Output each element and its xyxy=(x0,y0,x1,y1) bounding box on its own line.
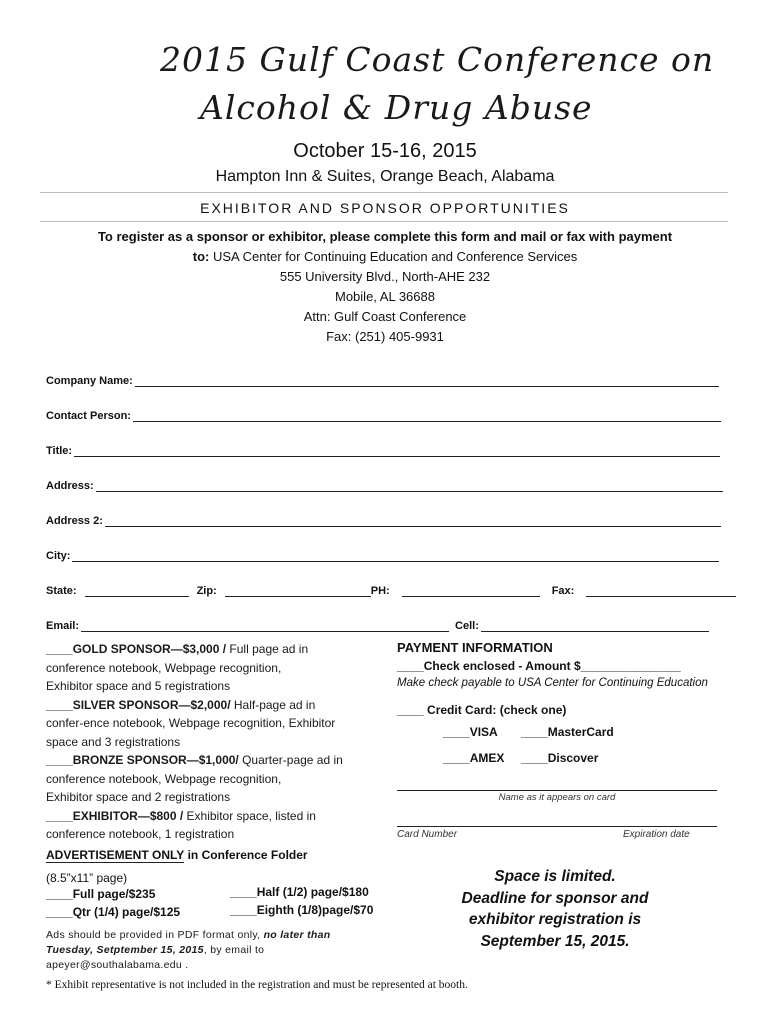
check-enclosed-option[interactable]: ____Check enclosed - Amount $_______________ xyxy=(397,659,681,673)
payment-heading: PAYMENT INFORMATION xyxy=(397,640,553,655)
half-page-ad-option[interactable]: ____Half (1/2) page/$180 xyxy=(230,885,369,899)
center-name: USA Center for Continuing Education and Conference Services xyxy=(213,249,578,264)
state-row xyxy=(46,581,736,597)
bronze-sponsor-desc-3: Exhibitor space and 2 registrations xyxy=(46,790,231,804)
footnote: * Exhibit representative is not included in the registration and must be represented at booth. xyxy=(46,979,468,991)
cell-field[interactable] xyxy=(481,617,709,632)
ad-deadline-date: Tuesday, Setptember 15, 2015 xyxy=(46,944,204,956)
state-label: State: xyxy=(46,585,77,597)
deadline-line-1: Space is limited. xyxy=(494,868,616,885)
instructions-line-1: To register as a sponsor or exhibitor, please complete this form and mail or fax with payment xyxy=(97,229,673,244)
fax-field[interactable] xyxy=(586,582,736,597)
card-number-field[interactable] xyxy=(397,826,717,827)
title-field[interactable] xyxy=(74,442,720,457)
instructions-line-5: Attn: Gulf Coast Conference xyxy=(303,309,467,324)
divider-top xyxy=(40,192,728,193)
expiration-caption: Expiration date xyxy=(623,829,690,840)
advertisement-heading xyxy=(46,848,308,863)
title-line-2: Alcohol & Drug Abuse xyxy=(200,88,593,127)
deadline-line-2: Deadline for sponsor and xyxy=(461,889,649,907)
address2-label: Address 2: xyxy=(46,515,103,527)
cell-label: Cell: xyxy=(455,620,479,632)
section-title: EXHIBITOR AND SPONSOR OPPORTUNITIES xyxy=(200,200,570,216)
title-line-1: 2015 Gulf Coast Conference on xyxy=(160,40,715,79)
visa-option[interactable]: ____VISA xyxy=(443,725,498,739)
instructions-line-3: 555 University Blvd., North-AHE 232 xyxy=(279,269,491,284)
gold-sponsor-desc-2: conference notebook, Webpage recognition, xyxy=(46,660,282,675)
ad-note xyxy=(46,928,386,973)
bronze-sponsor-option[interactable] xyxy=(46,751,376,770)
conference-dates: October 15-16, 2015 xyxy=(293,140,477,162)
ad-note-line-2 xyxy=(46,943,386,958)
gold-sponsor-desc-1: Full page ad in xyxy=(229,642,309,656)
payable-note: Make check payable to USA Center for Continuing Education xyxy=(397,677,708,689)
ph-field[interactable] xyxy=(402,582,540,597)
sponsor-options xyxy=(46,640,376,844)
exhibitor-option[interactable] xyxy=(46,807,376,826)
fax-label: Fax: xyxy=(551,585,575,597)
address2-field[interactable] xyxy=(105,512,721,527)
gold-sponsor-title: ____GOLD SPONSOR—$3,000 / xyxy=(46,642,227,656)
contact-person-field[interactable] xyxy=(133,407,721,422)
card-name-caption: Name as it appears on card xyxy=(498,792,616,803)
address2-row xyxy=(46,511,721,527)
company-name-field[interactable] xyxy=(135,372,719,387)
instructions-line-4: Mobile, AL 36688 xyxy=(335,289,435,304)
exhibitor-title: ____EXHIBITOR—$800 / xyxy=(46,808,184,823)
full-page-ad-option[interactable]: ____Full page/$235 xyxy=(46,887,156,901)
silver-sponsor-option[interactable] xyxy=(46,696,376,715)
contact-person-row xyxy=(46,406,721,422)
divider-bottom xyxy=(40,221,728,222)
ad-note-1b: no later than xyxy=(263,929,331,941)
instructions-line-6: Fax: (251) 405-9931 xyxy=(326,329,444,344)
bronze-sponsor-desc-1: Quarter-page ad in xyxy=(242,753,343,767)
ad-note-line-1 xyxy=(46,928,386,943)
exhibitor-desc-1: Exhibitor space, listed in xyxy=(186,808,316,823)
address-row xyxy=(46,476,723,492)
title-label: Title: xyxy=(46,445,73,457)
silver-sponsor-desc-2: confer-ence notebook, Webpage recognition, Exhibitor xyxy=(46,716,336,730)
advertisement-heading-rest: in Conference Folder xyxy=(184,848,308,862)
quarter-page-ad-option[interactable]: ____Qtr (1/4) page/$125 xyxy=(46,905,181,919)
discover-option[interactable]: ____Discover xyxy=(521,751,599,765)
city-row xyxy=(46,546,719,562)
title-row xyxy=(46,441,720,457)
deadline-line-4: September 15, 2015. xyxy=(480,932,630,950)
mastercard-option[interactable]: ____MasterCard xyxy=(521,725,614,739)
ad-note-1a: Ads should be provided in PDF format only, xyxy=(46,929,264,941)
ad-note-2b: , by email to xyxy=(203,944,265,956)
bronze-sponsor-desc-2: conference notebook, Webpage recognition, xyxy=(46,771,282,786)
venue: Hampton Inn & Suites, Orange Beach, Alabama xyxy=(215,168,555,185)
silver-sponsor-title: ____SILVER SPONSOR—$2,000/ xyxy=(46,697,231,712)
email-field[interactable] xyxy=(81,617,449,632)
credit-card-option[interactable]: ____ Credit Card: (check one) xyxy=(397,703,567,717)
ad-email[interactable]: apeyer@southalabama.edu . xyxy=(46,959,189,971)
bronze-sponsor-title: ____BRONZE SPONSOR—$1,000/ xyxy=(46,753,239,767)
city-field[interactable] xyxy=(72,547,719,562)
company-name-label: Company Name: xyxy=(46,375,133,387)
gold-sponsor-option[interactable] xyxy=(46,640,376,659)
zip-field[interactable] xyxy=(225,582,371,597)
deadline-notice xyxy=(440,866,670,952)
state-field[interactable] xyxy=(85,582,189,597)
city-label: City: xyxy=(46,550,71,562)
instructions-line-2 xyxy=(0,249,770,264)
to-label: to: xyxy=(192,249,210,264)
email-row xyxy=(46,616,709,632)
advertisement-only: ADVERTISEMENT ONLY xyxy=(46,848,185,862)
zip-label: Zip: xyxy=(196,585,217,597)
address-field[interactable] xyxy=(96,477,723,492)
silver-sponsor-desc-3: space and 3 registrations xyxy=(46,734,181,749)
email-label: Email: xyxy=(46,620,80,632)
card-number-caption: Card Number xyxy=(397,829,458,840)
company-name-row xyxy=(46,371,719,387)
card-name-field[interactable] xyxy=(397,790,717,791)
contact-person-label: Contact Person: xyxy=(46,410,131,422)
silver-sponsor-desc-1: Half-page ad in xyxy=(233,697,316,712)
amex-option[interactable]: ____AMEX xyxy=(443,751,505,765)
ad-page-size: (8.5”x11” page) xyxy=(46,871,128,885)
ph-label: PH: xyxy=(370,585,390,597)
address-label: Address: xyxy=(46,480,94,492)
deadline-line-3: exhibitor registration is xyxy=(468,911,642,928)
exhibitor-desc-2: conference notebook, 1 registration xyxy=(46,827,235,841)
gold-sponsor-desc-3: Exhibitor space and 5 registrations xyxy=(46,679,231,693)
eighth-page-ad-option[interactable]: ____Eighth (1/8)page/$70 xyxy=(230,903,374,917)
